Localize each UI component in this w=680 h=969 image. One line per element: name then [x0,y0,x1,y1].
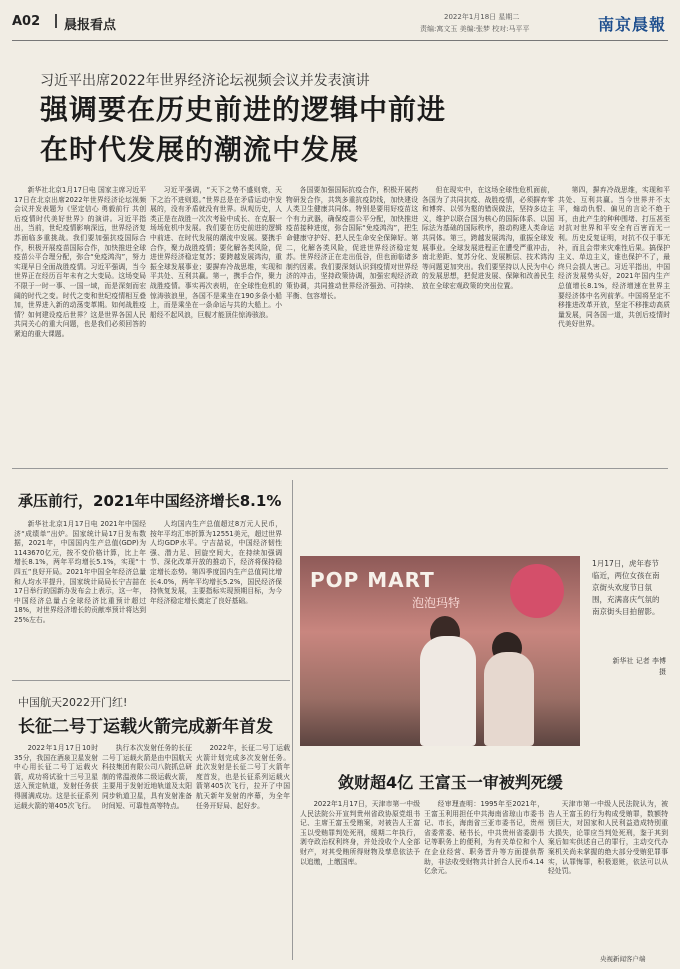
rocket-column-3 [196,744,290,924]
fraud-column-3 [548,800,668,958]
economy-column-2-text: 人均国内生产总值超过8万元人民币，按年平均汇率折算为12551美元，超过世界人均GDP水平。宁吉喆说，中国经济韧性强、潜力足、回旋空间大，在持续加强调节、深化改革开放的推动下，经济将保持稳定增长态势。第四季度国内生产总值同比增长4.0%，两年平均增长5.2%，国民经济保持恢复发展，主要指标实现预期目标，为今年经济稳定增长奠定了良好基础。 [150,520,282,605]
lead-bottom-rule [12,468,668,469]
header-separator [55,14,57,28]
lead-column-1 [14,186,146,466]
person-figure [420,636,476,746]
lead-headline-line1: 强调要在历史前进的逻辑中前进 [40,93,447,126]
fraud-headline: 敛财超4亿 王富玉一审被判死缓 [338,773,563,792]
person-figure [484,652,534,746]
photo-caption: 1月17日，虎年春节临近，两位女孩在南京街头欢度节日氛围，充满喜庆气氛的南京街头目拍留影。 [592,559,660,616]
rocket-column-2 [102,744,192,924]
lead-column-4 [422,186,554,466]
rocket-headline: 长征二号丁运载火箭完成新年首发 [18,717,273,737]
lead-column-3-text: 各国要加强国际抗疫合作，积极开展药物研发合作，共筑多重抗疫防线，加快建设人类卫生健康共同体。特别是要用好疫苗这个有力武器，确保疫苗公平分配，加快推进疫苗接种进度，弥合国际“免疫鸿沟”，把生命健康守护好、把人民生命安全保障好。第二，化解各类风险，促进世界经济稳定复苏。世界经济正在走出低谷，但也面临诸多制约因素。我们要深刻认识到疫情对世界经济的冲击，坚持政策协调，加强宏观经济政策协调，共同推动世界经济强劲、可持续、平衡、包容增长。 [286,186,418,300]
staff-line: 责编:寓文玉 美编:张梦 校对:马平平 [420,25,530,33]
economy-column-2 [150,520,282,670]
photo-shop-sign: POP MART [310,568,435,592]
lead-column-5-text: 第四，摒弃冷战思维，实现和平共处、互利共赢。当今世界并不太平，煽动仇恨、偏见的言论不绝于耳，由此产生的种种围堵、打压甚至对抗对世界和平安全有百害而无一利。历史反复证明，对抗不仅于事无补，而且会带来灾难性后果。搞保护主义、单边主义，谁也保护不了，最终只会损人害己。习近平指出，中国经济发展势头好，2021年国内生产总值增长8.1%，经济增速在世界主要经济体中名列前茅。中国将坚定不移推进改革开放，坚定不移推动高质量发展，同各国一道，共创后疫情时代美好世界。 [558,186,670,329]
lead-headline-line2: 在时代发展的潮流中发展 [40,133,360,166]
column-divider [292,480,293,960]
news-photo [300,556,580,746]
page-number: A02 [12,14,41,29]
balloon-decoration [510,564,564,618]
lead-column-2 [150,186,282,466]
rocket-column-1-text: 2022年1月17日10时35分，我国在酒泉卫星发射中心用长征二号丁运载火箭，成功将试验十三号卫星送入预定轨道，发射任务获得圆满成功。这是长征系列运载火箭的第405次飞行。 [14,744,98,810]
economy-column-1 [14,520,146,670]
section-name: 晨报看点 [64,18,117,33]
masthead-logo: 南京晨報 [598,15,667,34]
photo-shop-sign-sub: 泡泡玛特 [412,596,461,610]
fraud-source: 央视新闻客户端 [600,955,646,963]
economy-bottom-rule [12,680,290,681]
economy-column-1-text: 新华社北京1月17日电 2021年中国经济“成绩单”出炉。国家统计局17日发布数据，2021年，中国国内生产总值(GDP)为1143670亿元，按不变价格计算，比上年增长8.1%，两年平均增长5.1%，实现“十四五”良好开局。2021年中国全年经济总量和人均水平提升，国家统计局局长宁吉喆在17日举行的国新办发布会上表示，这一年，中国经济总量占全球经济比重预计超过18%，对世界经济增长的贡献率预计将达到25%左右。 [14,520,146,624]
rocket-column-2-text: 执行本次发射任务的长征二号丁运载火箭是由中国航天科技集团有限公司八院抓总研制的常温液体二级运载火箭，主要用于发射近地轨道及太阳同步轨道卫星，具有发射准备时间短、可靠性高等特点。 [102,744,192,810]
lead-column-5 [558,186,670,466]
lead-column-3 [286,186,418,466]
lead-column-4-text: 但在现实中，在这场全球性危机面前，各国为了共同抗疫、战胜疫情，必须摒弃零和博弈、以邻为壑的错误做法，坚持多边主义，维护以联合国为核心的国际体系、以国际法为基础的国际秩序，推动构建人类命运共同体。第三，跨越发展鸿沟，重振全球发展事业。全球发展进程正在遭受严重冲击，南北差距、复苏分化、发展断层、技术鸿沟等问题更加突出。我们要坚持以人民为中心的发展思想，把促进发展、保障和改善民生放在全球宏观政策的突出位置。 [422,186,554,290]
lead-kicker: 习近平出席2022年世界经济论坛视频会议并发表演讲 [40,73,370,89]
lead-column-1-text: 新华社北京1月17日电 国家主席习近平17日在北京出席2022年世界经济论坛视频会议并发表题为《坚定信心 勇毅前行 共创后疫情时代美好世界》的演讲。习近平指出，当前，世纪疫情影响深远，世界经济复苏面临多重挑战。我们要加强抗疫国际合作，积极开展疫苗国际合作，加快推进全球疫苗公平合理分配，弥合“免疫鸿沟”，努力实现早日全面战胜疫情。习近平强调，当今世界正在经历百年未有之大变局。这场变局不限于一时一事、一国一域，而是深刻而宏阔的时代之变。时代之变和世纪疫情相互叠加，世界进入新的动荡变革期。如何战胜疫情？如何建设疫后世界？这是世界各国人民共同关心的重大问题，也是我们必须回答的紧迫的重大课题。 [14,186,146,338]
rocket-kicker: 中国航天2022开门红! [18,696,128,709]
fraud-column-1 [300,800,420,958]
rocket-column-1 [14,744,98,924]
economy-headline: 承压前行，2021年中国经济增长8.1% [18,492,282,510]
fraud-column-1-text: 2022年1月17日，天津市第一中级人民法院公开宣判贵州省政协原党组书记、主席王富玉受贿案，对被告人王富玉以受贿罪判处死刑，缓期二年执行，剥夺政治权利终身，并处没收个人全部财产，对其受贿所得财物及孳息依法予以追缴，上缴国库。 [300,800,420,866]
fraud-column-3-text: 天津市第一中级人民法院认为，被告人王富玉的行为构成受贿罪，数额特别巨大，对国家和人民利益造成特别重大损失，论罪应当判处死刑，鉴于其到案后如实供述自己的罪行，主动交代办案机关尚未掌握的绝大部分受贿犯罪事实，认罪悔罪，积极退赃，依法可以从轻处罚。 [548,800,668,876]
fraud-column-2 [424,800,544,958]
rocket-column-3-text: 2022年，长征二号丁运载火箭计划完成多次发射任务。此次发射是长征二号丁火箭年度首发，也是长征系列运载火箭第405次飞行，拉开了中国航天新年发射的序幕，为全年任务开好局、起好步。 [196,744,290,810]
photo-credit: 新华社 记者 李博 摄 [612,657,666,676]
header-rule [12,40,668,41]
lead-column-2-text: 习近平强调，“天下之势不盛则衰，天下之治不进则退。”世界总是在矛盾运动中发展的，没有矛盾就没有世界。纵观历史，人类正是在战胜一次次考验中成长、在克服一场场危机中发展。我们要在历史前进的逻辑中前进、在时代发展的潮流中发展。要携手合作，聚力战胜疫情；要化解各类风险，促进世界经济稳定复苏；要跨越发展鸿沟，重振全球发展事业；要摒弃冷战思维，实现和平共处、互利共赢。第一，携手合作，聚力战胜疫情。事实再次表明，在全球性危机的惊涛骇浪里，各国不是乘坐在190多条小船上，而是乘坐在一条命运与共的大船上。小船经不起风浪，巨舰才能顶住惊涛骇浪。 [150,186,282,319]
date-line: 2022年1月18日 星期二 [444,13,520,21]
fraud-column-2-text: 经审理查明：1995年至2021年，王富玉利用担任中共海南省琼山市委书记、市长，海南省三亚市委书记，贵州省委常委、秘书长，中共贵州省委副书记等职务上的便利，为有关单位和个人在企业经营、职务晋升等方面提供帮助，非法收受财物共计折合人民币4.14亿余元。 [424,800,544,876]
